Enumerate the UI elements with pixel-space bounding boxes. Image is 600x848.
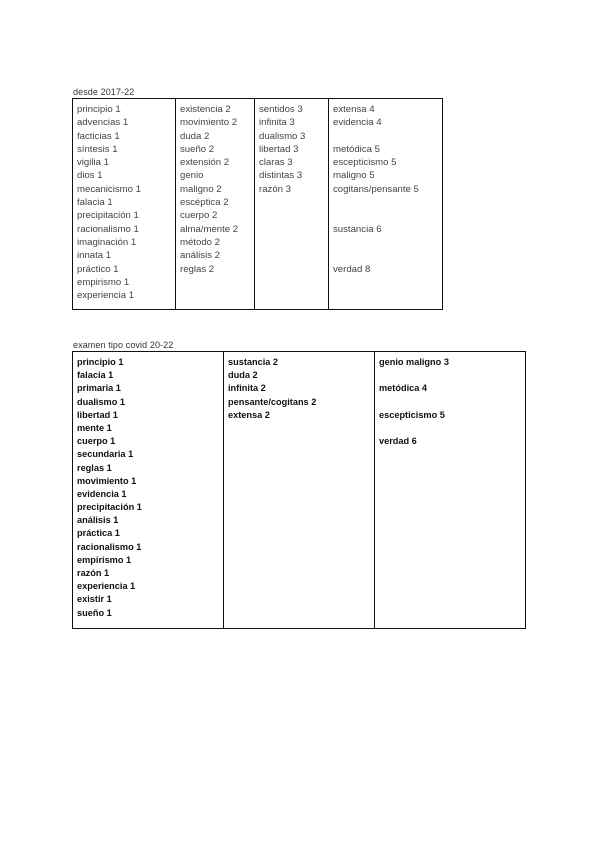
- term-item: extensión 2: [180, 157, 230, 169]
- term-item: [333, 130, 442, 143]
- term-item: análisis 2: [180, 250, 220, 262]
- term-item: cogitans/pensante 5: [333, 183, 419, 195]
- term-item: sustancia 6: [333, 223, 382, 235]
- term-item: experiencia 1: [77, 581, 136, 592]
- term-item: metódica 5: [333, 143, 380, 155]
- table1-col-2: [176, 99, 255, 310]
- term-item: sentidos 3: [259, 104, 303, 115]
- term-item: falacia 1: [77, 370, 114, 381]
- term-item: distintas 3: [259, 170, 303, 182]
- term-item: maligno 5: [333, 170, 375, 182]
- term-item: movimiento 1: [77, 475, 137, 486]
- term-item: falacia 1: [77, 197, 113, 209]
- term-item: reglas 1: [77, 462, 112, 473]
- term-item: principio 1: [77, 357, 124, 367]
- term-item: escéptica 2: [180, 197, 229, 209]
- term-item: mecanicismo 1: [77, 183, 141, 195]
- table2: [72, 351, 526, 629]
- term-item: reglas 2: [180, 263, 215, 275]
- term-item: metódica 4: [379, 383, 427, 394]
- term-item: escepticismo 5: [379, 409, 445, 420]
- table1-col-3: [255, 99, 329, 310]
- term-item: síntesis 1: [77, 143, 118, 155]
- table2-col-2: [224, 352, 375, 629]
- term-item: dualismo 3: [259, 130, 306, 142]
- term-item: innata 1: [77, 250, 112, 262]
- term-item: razón 3: [259, 183, 291, 195]
- term-item: racionalismo 1: [77, 223, 139, 235]
- term-item: infinita 3: [259, 117, 295, 129]
- term-item: secundaria 1: [77, 449, 134, 460]
- term-item: evidencia 1: [77, 488, 127, 499]
- term-item: existir 1: [77, 594, 112, 605]
- term-item: empirismo 1: [77, 554, 132, 565]
- term-item: dios 1: [77, 170, 103, 182]
- term-item: alma/mente 2: [180, 223, 239, 235]
- term-item: razón 1: [77, 568, 110, 578]
- term-item: pensante/cogitans 2: [228, 396, 317, 407]
- term-item: facticias 1: [77, 130, 120, 142]
- term-item: [333, 249, 442, 262]
- term-item: [333, 209, 442, 222]
- term-item: precipitación 1: [77, 502, 142, 513]
- term-item: método 2: [180, 236, 221, 248]
- term-item: mente 1: [77, 422, 112, 433]
- term-item: práctica 1: [77, 528, 120, 539]
- term-item: maligno 2: [180, 183, 222, 195]
- table1-col-1: [73, 99, 176, 310]
- term-item: duda 2: [180, 130, 210, 142]
- term-item: sueño 1: [77, 607, 112, 618]
- term-item: sueño 2: [180, 143, 215, 155]
- term-item: libertad 3: [259, 143, 299, 155]
- term-item: empirismo 1: [77, 276, 130, 288]
- term-item: práctico 1: [77, 263, 119, 275]
- term-item: claras 3: [259, 157, 293, 169]
- table1-caption: desde 2017-22: [73, 87, 135, 97]
- term-item: cuerpo 2: [180, 210, 218, 222]
- term-item: racionalismo 1: [77, 541, 142, 552]
- term-item: advencias 1: [77, 117, 129, 129]
- term-item: evidencia 4: [333, 117, 382, 129]
- term-item: verdad 6: [379, 436, 417, 447]
- table2-col-1: [73, 352, 224, 629]
- term-item: [379, 369, 525, 382]
- term-item: dualismo 1: [77, 396, 125, 407]
- term-item: análisis 1: [77, 515, 119, 526]
- term-item: escepticismo 5: [333, 157, 397, 169]
- term-item: [333, 236, 442, 249]
- term-item: cuerpo 1: [77, 436, 116, 447]
- table1-col-4: [329, 99, 443, 310]
- term-item: genio: [180, 170, 204, 182]
- table1: [72, 98, 443, 310]
- term-item: vigilia 1: [77, 157, 109, 169]
- term-item: [379, 422, 525, 435]
- term-item: imaginación 1: [77, 236, 137, 248]
- term-item: [379, 396, 525, 409]
- term-item: duda 2: [228, 370, 258, 381]
- term-item: extensa 2: [228, 409, 270, 420]
- table2-col-3: [375, 352, 526, 629]
- table2-caption: examen tipo covid 20-22: [73, 340, 174, 350]
- term-item: libertad 1: [77, 409, 118, 420]
- term-item: genio maligno 3: [379, 357, 449, 367]
- term-item: precipitación 1: [77, 210, 139, 222]
- term-item: principio 1: [77, 104, 121, 115]
- term-item: infinita 2: [228, 383, 266, 394]
- term-item: extensa 4: [333, 104, 375, 115]
- term-item: sustancia 2: [228, 357, 279, 367]
- term-item: verdad 8: [333, 263, 371, 275]
- term-item: experiencia 1: [77, 290, 135, 302]
- term-item: [333, 196, 442, 209]
- term-item: existencia 2: [180, 104, 231, 115]
- term-item: movimiento 2: [180, 117, 238, 129]
- term-item: primaria 1: [77, 383, 121, 394]
